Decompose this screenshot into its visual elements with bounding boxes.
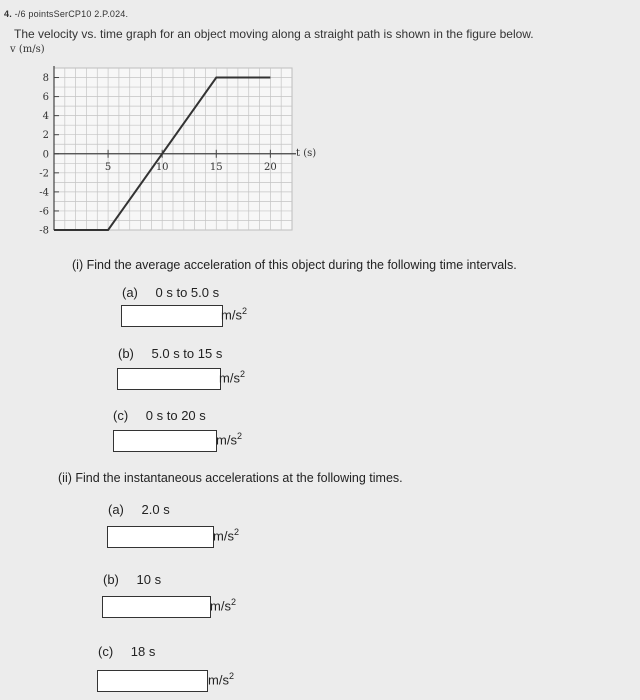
x-axis-label: t (s) (296, 148, 317, 159)
x-tick-label: 10 (155, 161, 169, 173)
unit-ii-c: $m/s^2$ (208, 671, 234, 688)
velocity-time-graph (0, 38, 330, 248)
answer-input-i-b[interactable] (117, 368, 221, 390)
problem-header (4, 9, 128, 19)
part-i-a-letter: (a) (122, 285, 138, 300)
unit-i-c: $m/s^2$ (216, 431, 242, 448)
part-i-b-text: 5.0 s to 15 s (151, 346, 223, 361)
part-ii-c-label (98, 644, 155, 659)
y-tick-label: -6 (39, 206, 49, 218)
y-tick-label: 2 (42, 130, 49, 142)
y-tick-label: 4 (42, 111, 49, 123)
part-ii-c-letter: (c) (98, 644, 114, 659)
unit-i-a: $m/s^2$ (221, 306, 247, 323)
y-axis-label: v (m/s) (10, 44, 45, 55)
part-ii-b-letter: (b) (103, 572, 119, 587)
y-tick-label: -8 (39, 225, 49, 237)
part-ii-b-text: 10 s (136, 572, 162, 587)
part-i-a-text: 0 s to 5.0 s (155, 285, 220, 300)
unit-i-b: $m/s^2$ (219, 369, 245, 386)
answer-input-ii-c[interactable] (97, 670, 208, 692)
problem-points: -/6 pointsSerCP10 2.P.024. (14, 9, 129, 19)
part-i-c-label (113, 408, 206, 423)
part-i-b-label (118, 346, 222, 361)
answer-input-ii-b[interactable] (102, 596, 211, 618)
y-tick-label: 0 (42, 149, 49, 161)
y-tick-label: 8 (42, 73, 49, 85)
part-ii-c-text: 18 s (130, 644, 156, 659)
y-tick-label: 6 (42, 92, 49, 104)
problem-statement: The velocity vs. time graph for an object moving along a straight path is shown in the figure below. (14, 27, 534, 41)
chart-grid (54, 68, 292, 230)
y-tick-label: -4 (39, 187, 49, 199)
part-i-b-letter: (b) (118, 346, 134, 361)
part-i-c-letter: (c) (113, 408, 129, 423)
y-tick-label: -2 (39, 168, 49, 180)
part-i-prompt: (i) Find the average acceleration of this object during the following time intervals. (72, 258, 517, 272)
unit-ii-b: $m/s^2$ (210, 597, 236, 614)
answer-input-ii-a[interactable] (107, 526, 214, 548)
unit-ii-a: $m/s^2$ (213, 527, 239, 544)
part-i-c-text: 0 s to 20 s (145, 408, 206, 423)
part-ii-a-text: 2.0 s (141, 502, 170, 517)
part-ii-a-label (108, 502, 170, 517)
part-ii-b-label (103, 572, 161, 587)
part-ii-a-letter: (a) (108, 502, 124, 517)
part-i-a-label (122, 285, 219, 300)
part-ii-prompt: (ii) Find the instantaneous accelerations at the following times. (58, 471, 403, 485)
problem-number: 4. (4, 9, 12, 19)
answer-input-i-a[interactable] (121, 305, 223, 327)
x-tick-label: 15 (209, 161, 223, 173)
x-tick-label: 5 (104, 161, 112, 173)
answer-input-i-c[interactable] (113, 430, 217, 452)
x-tick-label: 20 (263, 161, 277, 173)
